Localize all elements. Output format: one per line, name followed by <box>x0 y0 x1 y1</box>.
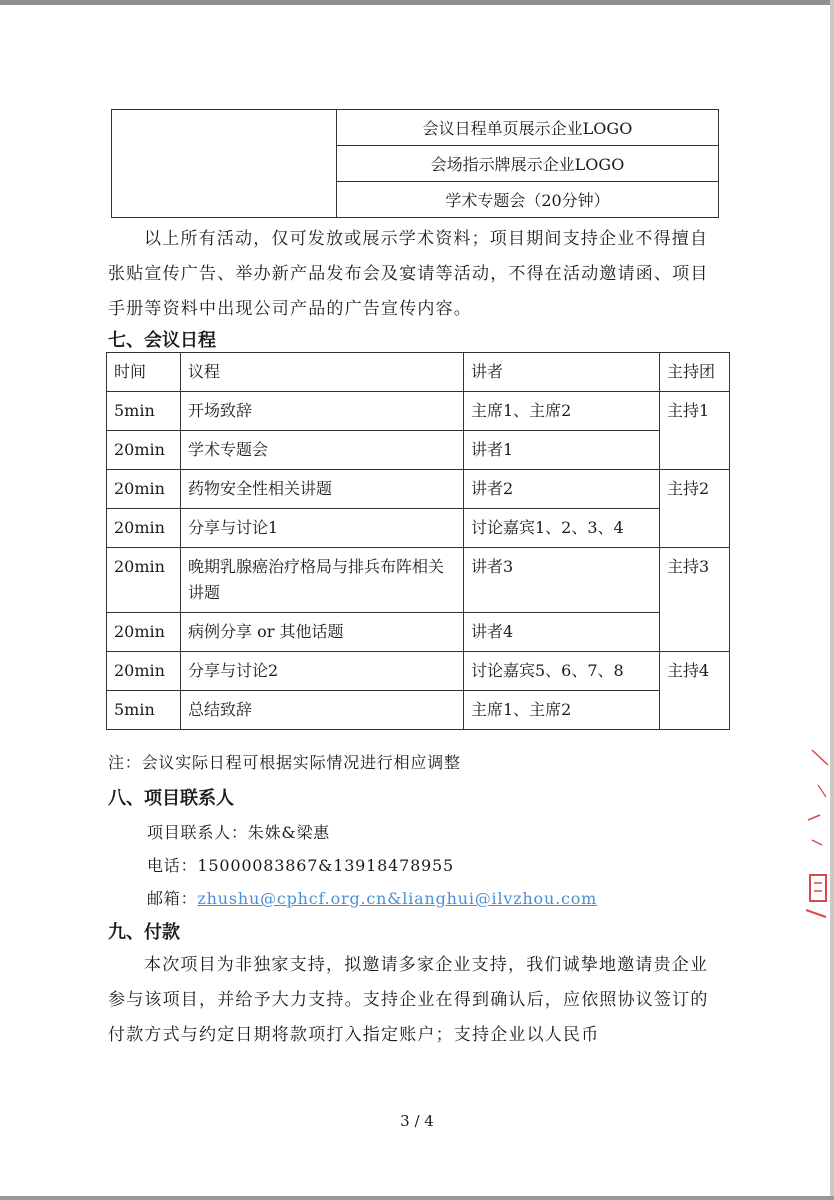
agenda-cell: 分享与讨论1 <box>181 509 464 548</box>
table-row <box>107 509 730 548</box>
host-cell: 主持1 <box>660 392 730 470</box>
speaker-cell: 讲者3 <box>464 548 660 613</box>
contact-phone: 电话：15000083867&13918478955 <box>147 856 454 875</box>
agenda-cell: 分享与讨论2 <box>181 652 464 691</box>
time-cell: 20min <box>107 431 181 470</box>
time-cell: 20min <box>107 548 181 613</box>
agenda-cell: 开场致辞 <box>181 392 464 431</box>
speaker-cell: 讲者1 <box>464 431 660 470</box>
host-cell: 主持2 <box>660 470 730 548</box>
table-row <box>107 548 730 613</box>
speaker-cell: 讲者2 <box>464 470 660 509</box>
table-row <box>107 691 730 730</box>
contact-person: 项目联系人：朱姝&梁惠 <box>147 823 331 842</box>
benefit-cell: 会场指示牌展示企业LOGO <box>337 146 719 182</box>
table-row <box>107 652 730 691</box>
section-7-heading: 七、会议日程 <box>108 330 216 351</box>
benefit-cell: 学术专题会（20分钟） <box>337 182 719 218</box>
time-cell: 20min <box>107 613 181 652</box>
header-speaker: 讲者 <box>464 353 660 392</box>
speaker-cell: 主席1、主席2 <box>464 691 660 730</box>
agenda-cell: 晚期乳腺癌治疗格局与排兵布阵相关讲题 <box>181 548 464 613</box>
time-cell: 5min <box>107 691 181 730</box>
scan-edge-bottom <box>0 1196 834 1200</box>
speaker-cell: 讨论嘉宾1、2、3、4 <box>464 509 660 548</box>
payment-paragraph: 本次项目为非独家支持，拟邀请多家企业支持，我们诚挚地邀请贵企业参与该项目，并给予大力支持。支持企业在得到确认后，应依照协议签订的付款方式与约定日期将款项打入指定账户；支持企业以人民币 <box>108 955 709 1045</box>
table-row <box>107 392 730 431</box>
host-cell: 主持3 <box>660 548 730 652</box>
header-host: 主持团 <box>660 353 730 392</box>
time-cell: 20min <box>107 470 181 509</box>
schedule-table <box>106 352 730 730</box>
speaker-cell: 主席1、主席2 <box>464 392 660 431</box>
blank-cell <box>112 110 337 218</box>
table-row <box>107 431 730 470</box>
header-agenda: 议程 <box>181 353 464 392</box>
section-9-heading: 九、付款 <box>108 922 180 943</box>
schedule-note: 注：会议实际日程可根据实际情况进行相应调整 <box>108 753 461 772</box>
host-cell: 主持4 <box>660 652 730 730</box>
time-cell: 20min <box>107 509 181 548</box>
scan-edge-top <box>0 0 834 5</box>
page-number: 3 / 4 <box>400 1112 434 1130</box>
table-header-row <box>107 353 730 392</box>
email-label: 邮箱： <box>147 889 198 908</box>
scan-edge-right <box>830 0 834 1200</box>
section-8-heading: 八、项目联系人 <box>108 788 234 809</box>
table-row <box>107 470 730 509</box>
agenda-cell: 总结致辞 <box>181 691 464 730</box>
speaker-cell: 讲者4 <box>464 613 660 652</box>
header-time: 时间 <box>107 353 181 392</box>
table-row <box>107 613 730 652</box>
time-cell: 5min <box>107 392 181 431</box>
seal-stamp <box>800 745 830 925</box>
sponsorship-table <box>111 109 719 218</box>
speaker-cell: 讨论嘉宾5、6、7、8 <box>464 652 660 691</box>
agenda-cell: 学术专题会 <box>181 431 464 470</box>
time-cell: 20min <box>107 652 181 691</box>
activity-restriction-paragraph: 以上所有活动，仅可发放或展示学术资料；项目期间支持企业不得擅自张贴宣传广告、举办新产品发布会及宴请等活动，不得在活动邀请函、项目手册等资料中出现公司产品的广告宣传内容。 <box>108 229 709 319</box>
email-link[interactable]: zhushu@cphcf.org.cn&lianghui@ilvzhou.com <box>197 889 598 908</box>
benefit-cell: 会议日程单页展示企业LOGO <box>337 110 719 146</box>
agenda-cell: 病例分享 or 其他话题 <box>181 613 464 652</box>
contact-email-row <box>147 886 597 909</box>
agenda-cell: 药物安全性相关讲题 <box>181 470 464 509</box>
